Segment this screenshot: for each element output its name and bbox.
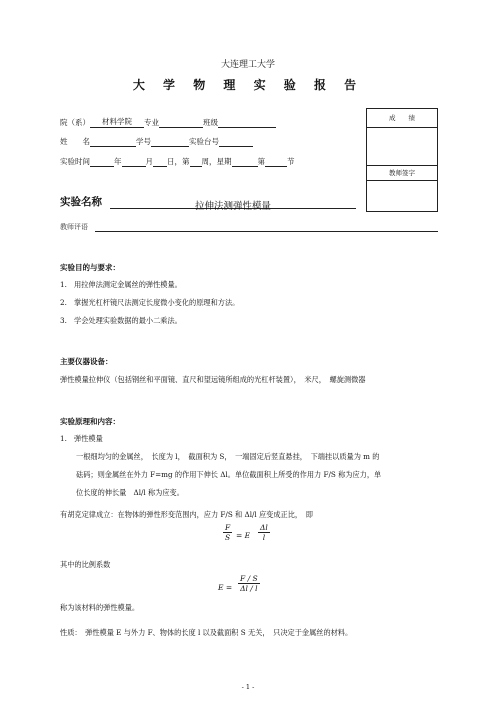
equation-denominator: S bbox=[225, 533, 231, 542]
equation-numerator: Δl bbox=[260, 523, 268, 532]
month-label: 月 bbox=[145, 157, 153, 166]
equation-denominator: Δl / l bbox=[240, 584, 258, 593]
principle-paragraph: 性质： 弹性模量 E 与外力 F、物体的长度 l 以及截面积 S 无关， 只决定于金属丝的材料。 bbox=[60, 628, 353, 637]
weekday-field[interactable] bbox=[232, 156, 258, 167]
desk-label: 实验台号 bbox=[189, 137, 219, 146]
teacher-comment-field[interactable] bbox=[95, 231, 438, 232]
period-field[interactable] bbox=[265, 156, 287, 167]
name-label: 姓 名 bbox=[60, 137, 90, 146]
name-field[interactable] bbox=[90, 136, 136, 147]
principle-subheading: 1. 弹性模量 bbox=[60, 434, 103, 443]
month-field[interactable] bbox=[122, 156, 146, 167]
page-number: - 1 - bbox=[241, 683, 255, 691]
class-field[interactable] bbox=[218, 117, 276, 128]
principle-paragraph: 一根细均匀的金属丝， 长度为 l， 截面积为 S， 一端固定后竖直悬挂， 下端挂以质量为 m 的 bbox=[76, 452, 380, 461]
score-box bbox=[366, 108, 438, 212]
principle-paragraph: 砝码；则金属丝在外力 F=mg 的作用下伸长 Δl。单位截面积上所受的作用力 F/S 称为应力，单 bbox=[76, 470, 382, 479]
equation-stress-fraction bbox=[223, 523, 232, 542]
university-name: 大连理工大学 bbox=[220, 60, 275, 70]
equation-strain-fraction bbox=[258, 523, 270, 542]
year-field[interactable] bbox=[90, 156, 114, 167]
major-field[interactable] bbox=[159, 117, 203, 128]
teacher-comment-label: 教师评语 bbox=[60, 223, 88, 231]
dept-label: 院（系） bbox=[60, 118, 90, 127]
day-label: 日，第 bbox=[167, 157, 190, 166]
purpose-item: 3. 学会处理实验数据的最小二乘法。 bbox=[60, 316, 182, 325]
time-label: 实验时间 bbox=[60, 157, 90, 166]
experiment-name-label: 实验名称 bbox=[60, 196, 102, 208]
teacher-sign-field[interactable] bbox=[367, 181, 437, 212]
principle-paragraph: 位长度的伸长量 Δl/l 称为应变。 bbox=[76, 488, 184, 497]
form-row-name bbox=[60, 136, 253, 147]
principle-paragraph: 其中的比例系数 bbox=[60, 560, 111, 569]
experiment-name-field[interactable]: 拉伸法测弹性模量 bbox=[110, 198, 356, 209]
period-label: 节 bbox=[287, 157, 295, 166]
equipment-heading: 主要仪器设备： bbox=[60, 357, 113, 366]
score-field[interactable] bbox=[367, 128, 437, 166]
dept-field[interactable]: 材料学院 bbox=[90, 117, 144, 128]
week-field[interactable] bbox=[190, 156, 202, 167]
purpose-heading: 实验目的与要求： bbox=[60, 263, 120, 272]
form-row-time bbox=[60, 156, 295, 167]
major-label: 专业 bbox=[144, 118, 159, 127]
equation-numerator: F / S bbox=[240, 574, 258, 583]
class-label: 班级 bbox=[203, 118, 218, 127]
purpose-item: 1. 用拉伸法测定金属丝的弹性模量。 bbox=[60, 280, 182, 289]
teacher-sign-label: 教师签字 bbox=[367, 166, 437, 181]
equation-numerator: F bbox=[225, 523, 231, 532]
student-id-label: 学号 bbox=[136, 137, 151, 146]
report-title: 大 学 物 理 实 验 报 告 bbox=[132, 78, 364, 92]
principle-heading: 实验原理和内容： bbox=[60, 417, 120, 426]
score-label: 成 绩 bbox=[367, 109, 437, 128]
week-label: 周，星期 bbox=[201, 157, 232, 166]
equation-equals-e: = E bbox=[236, 531, 251, 540]
principle-paragraph: 称为该材料的弹性模量。 bbox=[60, 603, 140, 612]
form-row-dept bbox=[60, 117, 276, 128]
purpose-item: 2. 掌握光杠杆镜尺法测定长度微小变化的原理和方法。 bbox=[60, 298, 240, 307]
period-prefix: 第 bbox=[257, 157, 265, 166]
equation-e-equals: E = bbox=[218, 583, 233, 592]
year-label: 年 bbox=[114, 157, 122, 166]
desk-field[interactable] bbox=[219, 136, 253, 147]
day-field[interactable] bbox=[153, 156, 167, 167]
equipment-text: 弹性模量拉伸仪（包括钢丝和平面镜、直尺和望远镜所组成的光杠杆装置）， 米尺， 螺旋测微器 bbox=[60, 375, 366, 384]
student-id-field[interactable] bbox=[151, 136, 189, 147]
equation-denominator: l bbox=[262, 533, 266, 542]
principle-paragraph: 有胡克定律成立：在物体的弹性形变范围内，应力 F/S 和 Δl/l 应变成正比， 即 bbox=[60, 510, 313, 519]
equation-modulus-fraction bbox=[238, 574, 260, 593]
